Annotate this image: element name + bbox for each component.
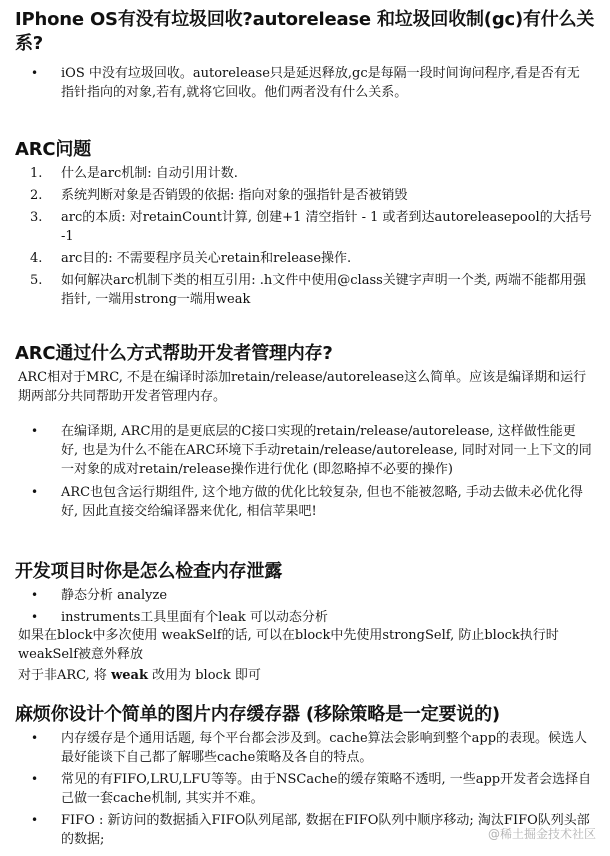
list-item: • 在编译期, ARC用的是更底层的C接口实现的retain/release/autorelease, 这样做性能更好, 也是为什么不能在ARC环境下手动retain/release/autorelease, 同时对同一上下文的同一对象的成对retain/release操作进行优化 (即忽略掉不必要的操作) [31,424,592,477]
list-item: 1. 什么是arc机制: 自动引用计数. [30,166,238,181]
section-title-arc-memory: ARC通过什么方式帮助开发者管理内存? [15,343,333,364]
section-title-memory-leak: 开发项目时你是怎么检查内存泄露 [15,561,282,582]
non-arc-paragraph: 对于非ARC, 将 weak 改用为 block 即可 [18,668,261,683]
memory-leak-bullet-list [0,586,610,627]
weak-keyword: weak [111,668,148,683]
list-item: 5. 如何解决arc机制下类的相互引用: .h文件中使用@class关键字声明一个类, 两端不能都用强指针, 一端用strong一端用weak [30,273,587,307]
list-item: • ARC也包含运行期组件, 这个地方做的优化比较复杂, 但也不能被忽略, 手动去做未必优化得好, 因此直接交给编译器来优化, 相信苹果吧! [31,485,583,519]
bullet-icon: • [31,588,39,602]
bullet-icon: • [31,424,39,438]
list-item: • instruments工具里面有个leak 可以动态分析 [31,610,328,625]
list-item: • 内存缓存是个通用话题, 每个平台都会涉及到。cache算法会影响到整个app的表现。候选人最好能谈下自己都了解哪些cache策略及各自的特点。 [31,731,588,765]
list-item: • iOS 中没有垃圾回收。autorelease只是延迟释放,gc是每隔一段时间询问程序,看是否有无指针指向的对象,若有,就将它回收。他们两者没有什么关系。 [31,66,580,100]
section-title-image-cache: 麻烦你设计个简单的图片内存缓存器 (移除策略是一定要说的) [15,704,500,725]
bullet-icon: • [31,731,39,745]
list-item: • 常见的有FIFO,LRU,LFU等等。由于NSCache的缓存策略不透明, 一些app开发者会选择自己做一套cache机制, 其实并不难。 [31,772,592,806]
bullet-icon: • [31,485,39,499]
list-item: • 静态分析 analyze [31,588,168,603]
list-item: 2. 系统判断对象是否销毁的依据: 指向对象的强指针是否被销毁 [30,188,408,203]
section-title-gc: IPhone OS有没有垃圾回收?autorelease 和垃圾回收制(gc)有什么关系? [15,9,595,54]
bullet-icon: • [31,813,39,827]
arc-memory-bullet-list [0,422,610,521]
section-title-arc: ARC问题 [15,139,92,160]
bullet-icon: • [31,610,39,624]
bullet-icon: • [31,772,39,786]
watermark: @稀土掘金技术社区 [487,827,596,841]
weakself-paragraph: 如果在block中多次使用 weakSelf的话, 可以在block中先使用strongSelf, 防止block执行时weakSelf被意外释放 [18,628,559,662]
list-item: • FIFO : 新访问的数据插入FIFO队列尾部, 数据在FIFO队列中顺序移动; 淘汰FIFO队列头部的数据; [31,813,590,847]
arc-numbered-list [0,164,610,309]
list-item: 3. arc的本质: 对retainCount计算, 创建+1 清空指针 - 1 或者到达autoreleasepool的大括号 -1 [30,210,592,244]
arc-memory-intro: ARC相对于MRC, 不是在编译时添加retain/release/autorelease这么简单。应该是编译期和运行期两部分共同帮助开发者管理内存。 [18,370,587,404]
gc-bullet-list [0,64,610,102]
bullet-icon: • [31,66,39,80]
list-item: 4. arc目的: 不需要程序员关心retain和release操作. [30,251,352,266]
